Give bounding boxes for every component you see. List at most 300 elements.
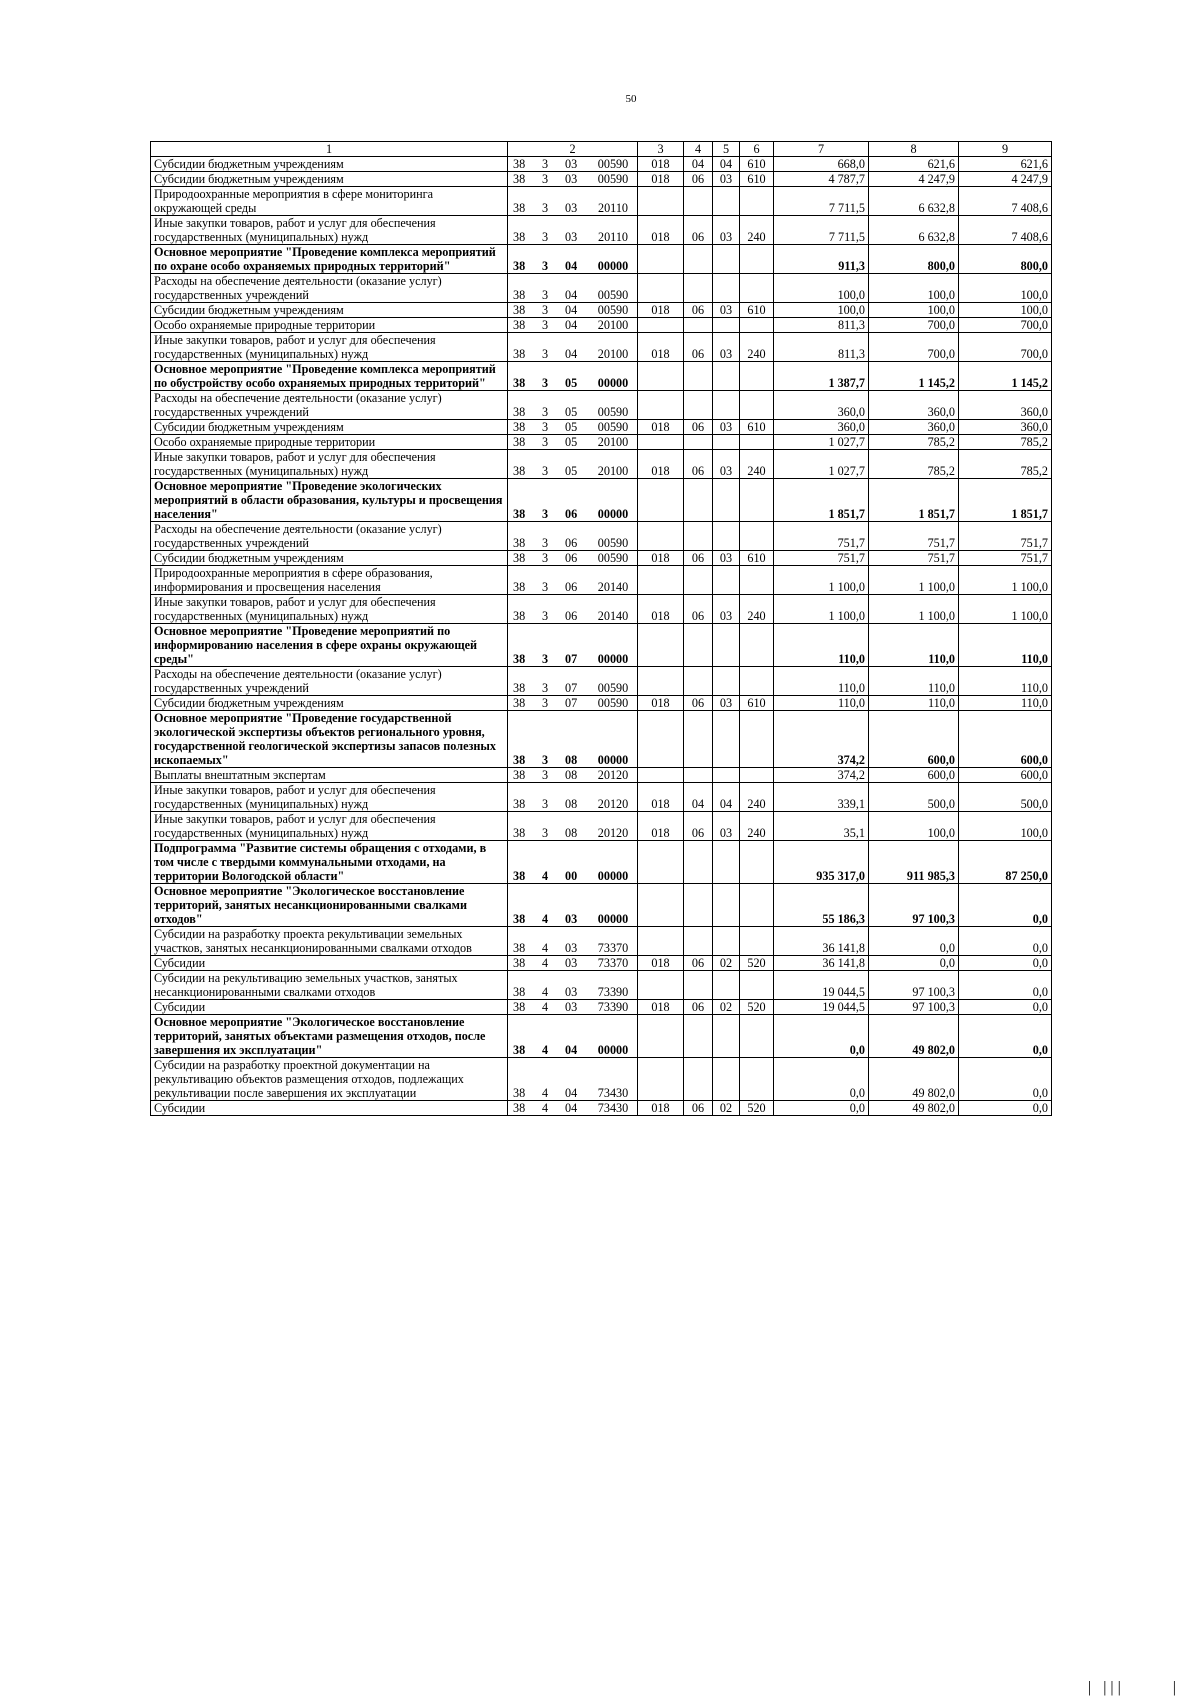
code-part: 38	[513, 551, 526, 565]
row-code	[508, 841, 638, 884]
row-value-9: 700,0	[959, 333, 1052, 362]
column-header: 1	[151, 142, 508, 157]
row-col5: 03	[713, 812, 740, 841]
code-part: 06	[564, 507, 578, 521]
table-row-section	[151, 479, 1052, 522]
code-part: 06	[564, 580, 578, 594]
code-part: 03	[564, 230, 578, 244]
row-col4	[684, 927, 713, 956]
row-value-8: 751,7	[869, 522, 959, 551]
code-part: 38	[513, 507, 526, 521]
row-value-8: 6 632,8	[869, 187, 959, 216]
code-part: 38	[513, 435, 526, 449]
row-col6	[740, 522, 774, 551]
row-col6	[740, 768, 774, 783]
row-col5	[713, 187, 740, 216]
row-col6: 240	[740, 333, 774, 362]
table-row	[151, 812, 1052, 841]
row-value-7: 1 100,0	[774, 595, 869, 624]
table-row-section	[151, 624, 1052, 667]
row-col5: 04	[713, 783, 740, 812]
code-part: 38	[513, 652, 526, 666]
row-col4	[684, 1058, 713, 1101]
row-col3: 018	[638, 157, 684, 172]
row-col3	[638, 624, 684, 667]
row-value-7: 19 044,5	[774, 1000, 869, 1015]
row-value-9: 110,0	[959, 624, 1052, 667]
row-col6	[740, 711, 774, 768]
code-part: 3	[542, 464, 549, 478]
row-value-9: 360,0	[959, 391, 1052, 420]
row-value-8: 1 851,7	[869, 479, 959, 522]
row-value-7: 100,0	[774, 303, 869, 318]
code-part: 38	[513, 609, 526, 623]
row-name: Природоохранные мероприятия в сфере образования, информирования и просвещения населения	[151, 566, 508, 595]
row-col4	[684, 187, 713, 216]
code-part: 38	[513, 826, 526, 840]
code-part: 4	[542, 956, 549, 970]
row-code	[508, 435, 638, 450]
code-part: 03	[564, 941, 578, 955]
code-part: 38	[513, 956, 526, 970]
row-col3	[638, 318, 684, 333]
row-col5	[713, 391, 740, 420]
row-value-9: 87 250,0	[959, 841, 1052, 884]
column-header: 5	[713, 142, 740, 157]
row-name: Субсидии бюджетным учреждениям	[151, 157, 508, 172]
row-value-9: 360,0	[959, 420, 1052, 435]
table-row	[151, 391, 1052, 420]
code-part: 38	[513, 536, 526, 550]
row-name: Основное мероприятие "Проведение экологических мероприятий в области образования, культуры и просвещения населения"	[151, 479, 508, 522]
row-value-8: 1 100,0	[869, 566, 959, 595]
row-col6	[740, 318, 774, 333]
row-col3	[638, 522, 684, 551]
row-value-9: 7 408,6	[959, 187, 1052, 216]
code-part: 03	[564, 985, 578, 999]
row-code	[508, 696, 638, 711]
row-col3	[638, 245, 684, 274]
row-value-8: 1 145,2	[869, 362, 959, 391]
code-part: 04	[564, 1043, 578, 1057]
row-col5	[713, 566, 740, 595]
row-code	[508, 450, 638, 479]
code-part: 00000	[597, 1043, 629, 1057]
row-col5	[713, 1015, 740, 1058]
code-part: 73390	[597, 1000, 629, 1014]
row-value-7: 0,0	[774, 1015, 869, 1058]
row-col4	[684, 711, 713, 768]
code-part: 3	[542, 797, 549, 811]
row-value-7: 1 027,7	[774, 450, 869, 479]
row-col4: 06	[684, 595, 713, 624]
row-col6: 240	[740, 216, 774, 245]
code-part: 20100	[597, 464, 629, 478]
row-col6: 520	[740, 1000, 774, 1015]
row-value-9: 785,2	[959, 450, 1052, 479]
code-part: 4	[542, 1086, 549, 1100]
row-col6: 240	[740, 812, 774, 841]
row-col4: 06	[684, 216, 713, 245]
row-value-7: 1 027,7	[774, 435, 869, 450]
code-part: 06	[564, 551, 578, 565]
code-part: 00590	[597, 405, 629, 419]
table-row	[151, 956, 1052, 971]
code-part: 04	[564, 1101, 578, 1115]
table-row	[151, 303, 1052, 318]
code-part: 4	[542, 941, 549, 955]
row-col3	[638, 971, 684, 1000]
row-col3	[638, 274, 684, 303]
row-col6	[740, 841, 774, 884]
row-value-7: 339,1	[774, 783, 869, 812]
row-value-7: 1 851,7	[774, 479, 869, 522]
row-value-8: 0,0	[869, 927, 959, 956]
row-col5: 02	[713, 1101, 740, 1116]
row-col4	[684, 1015, 713, 1058]
budget-table	[150, 141, 1052, 1116]
code-part: 3	[542, 303, 549, 317]
code-part: 08	[564, 768, 578, 782]
table-row-section	[151, 245, 1052, 274]
code-part: 3	[542, 768, 549, 782]
table-row-section	[151, 841, 1052, 884]
code-part: 3	[542, 753, 549, 767]
table-row	[151, 157, 1052, 172]
row-code	[508, 551, 638, 566]
code-part: 05	[564, 435, 578, 449]
row-value-8: 360,0	[869, 391, 959, 420]
column-header: 4	[684, 142, 713, 157]
row-value-9: 751,7	[959, 522, 1052, 551]
row-code	[508, 667, 638, 696]
table-row	[151, 1101, 1052, 1116]
row-col3: 018	[638, 172, 684, 187]
code-part: 20120	[597, 768, 629, 782]
code-part: 38	[513, 230, 526, 244]
code-part: 38	[513, 869, 526, 883]
row-col5	[713, 971, 740, 1000]
code-part: 00590	[597, 172, 629, 186]
row-value-7: 110,0	[774, 624, 869, 667]
row-value-9: 4 247,9	[959, 172, 1052, 187]
row-name: Природоохранные мероприятия в сфере мониторинга окружающей среды	[151, 187, 508, 216]
row-value-7: 100,0	[774, 274, 869, 303]
row-value-9: 0,0	[959, 884, 1052, 927]
row-value-7: 935 317,0	[774, 841, 869, 884]
code-part: 00590	[597, 551, 629, 565]
row-col3: 018	[638, 333, 684, 362]
code-part: 3	[542, 172, 549, 186]
code-part: 04	[564, 288, 578, 302]
code-part: 05	[564, 420, 578, 434]
row-value-8: 785,2	[869, 435, 959, 450]
row-value-8: 100,0	[869, 303, 959, 318]
row-col3: 018	[638, 696, 684, 711]
row-col4: 06	[684, 812, 713, 841]
code-part: 00590	[597, 288, 629, 302]
row-code	[508, 783, 638, 812]
row-value-7: 1 100,0	[774, 566, 869, 595]
code-part: 08	[564, 826, 578, 840]
row-col4	[684, 841, 713, 884]
row-col3	[638, 667, 684, 696]
table-row	[151, 318, 1052, 333]
row-value-9: 785,2	[959, 435, 1052, 450]
row-value-7: 0,0	[774, 1101, 869, 1116]
row-col4	[684, 362, 713, 391]
code-part: 20140	[597, 580, 629, 594]
row-value-9: 0,0	[959, 1015, 1052, 1058]
row-value-7: 110,0	[774, 696, 869, 711]
row-value-7: 811,3	[774, 333, 869, 362]
row-col4: 06	[684, 420, 713, 435]
row-col6: 520	[740, 1101, 774, 1116]
row-code	[508, 522, 638, 551]
row-col3: 018	[638, 595, 684, 624]
row-value-9: 7 408,6	[959, 216, 1052, 245]
code-part: 00590	[597, 536, 629, 550]
row-col4	[684, 566, 713, 595]
row-col6	[740, 1015, 774, 1058]
code-part: 3	[542, 201, 549, 215]
row-code	[508, 303, 638, 318]
table-row-section	[151, 884, 1052, 927]
row-col6	[740, 245, 774, 274]
row-value-9: 100,0	[959, 274, 1052, 303]
code-part: 20100	[597, 318, 629, 332]
row-value-9: 0,0	[959, 971, 1052, 1000]
row-col4	[684, 318, 713, 333]
row-code	[508, 318, 638, 333]
code-part: 20110	[597, 230, 629, 244]
row-col4: 06	[684, 172, 713, 187]
row-col6: 520	[740, 956, 774, 971]
row-name: Особо охраняемые природные территории	[151, 435, 508, 450]
row-value-9: 600,0	[959, 711, 1052, 768]
row-value-7: 374,2	[774, 768, 869, 783]
column-header: 8	[869, 142, 959, 157]
table-row	[151, 216, 1052, 245]
row-col5	[713, 245, 740, 274]
row-col3: 018	[638, 1000, 684, 1015]
row-name: Иные закупки товаров, работ и услуг для обеспечения государственных (муниципальных) нужд	[151, 783, 508, 812]
code-part: 00000	[597, 652, 629, 666]
row-col5: 03	[713, 216, 740, 245]
code-part: 38	[513, 797, 526, 811]
row-value-8: 97 100,3	[869, 971, 959, 1000]
row-col6	[740, 391, 774, 420]
code-part: 03	[564, 912, 578, 926]
code-part: 3	[542, 681, 549, 695]
row-code	[508, 172, 638, 187]
row-col5: 03	[713, 172, 740, 187]
row-value-8: 49 802,0	[869, 1015, 959, 1058]
row-value-8: 110,0	[869, 667, 959, 696]
code-part: 4	[542, 985, 549, 999]
row-col6	[740, 479, 774, 522]
row-name: Субсидии	[151, 956, 508, 971]
code-part: 20140	[597, 609, 629, 623]
row-value-8: 6 632,8	[869, 216, 959, 245]
code-part: 05	[564, 464, 578, 478]
row-value-8: 600,0	[869, 711, 959, 768]
row-value-9: 0,0	[959, 1000, 1052, 1015]
row-code	[508, 420, 638, 435]
code-part: 38	[513, 1043, 526, 1057]
row-name: Основное мероприятие "Проведение государственной экологической экспертизы объектов регионального уровня, государственной геологической экспертизы запасов полезных ископаемых"	[151, 711, 508, 768]
row-name: Иные закупки товаров, работ и услуг для обеспечения государственных (муниципальных) нужд	[151, 812, 508, 841]
row-col3	[638, 711, 684, 768]
row-col6: 610	[740, 303, 774, 318]
row-code	[508, 1000, 638, 1015]
row-name: Расходы на обеспечение деятельности (оказание услуг) государственных учреждений	[151, 274, 508, 303]
code-part: 38	[513, 405, 526, 419]
row-name: Выплаты внештатным экспертам	[151, 768, 508, 783]
code-part: 20100	[597, 347, 629, 361]
row-value-8: 800,0	[869, 245, 959, 274]
table-row	[151, 971, 1052, 1000]
row-col4: 06	[684, 450, 713, 479]
row-col3	[638, 1015, 684, 1058]
row-value-7: 36 141,8	[774, 927, 869, 956]
column-header: 2	[508, 142, 638, 157]
code-part: 03	[564, 157, 578, 171]
row-value-9: 0,0	[959, 1101, 1052, 1116]
code-part: 00000	[597, 259, 629, 273]
table-row-section	[151, 362, 1052, 391]
row-value-8: 1 100,0	[869, 595, 959, 624]
code-part: 4	[542, 1000, 549, 1014]
row-value-7: 360,0	[774, 420, 869, 435]
row-col6	[740, 362, 774, 391]
row-code	[508, 812, 638, 841]
row-col6	[740, 1058, 774, 1101]
row-code	[508, 362, 638, 391]
row-value-9: 1 145,2	[959, 362, 1052, 391]
code-part: 08	[564, 797, 578, 811]
code-part: 38	[513, 580, 526, 594]
row-name: Иные закупки товаров, работ и услуг для обеспечения государственных (муниципальных) нужд	[151, 333, 508, 362]
code-part: 38	[513, 1086, 526, 1100]
row-value-8: 500,0	[869, 783, 959, 812]
code-part: 3	[542, 696, 549, 710]
column-header: 6	[740, 142, 774, 157]
table-row	[151, 274, 1052, 303]
row-col3: 018	[638, 812, 684, 841]
row-col6	[740, 971, 774, 1000]
table-row	[151, 1058, 1052, 1101]
code-part: 3	[542, 507, 549, 521]
row-col6	[740, 667, 774, 696]
row-col5: 03	[713, 303, 740, 318]
code-part: 4	[542, 1101, 549, 1115]
row-col6: 240	[740, 783, 774, 812]
code-part: 20120	[597, 826, 629, 840]
row-name: Иные закупки товаров, работ и услуг для обеспечения государственных (муниципальных) нужд	[151, 595, 508, 624]
code-part: 00000	[597, 376, 629, 390]
row-col5	[713, 841, 740, 884]
row-value-7: 751,7	[774, 551, 869, 566]
code-part: 00590	[597, 681, 629, 695]
code-part: 3	[542, 420, 549, 434]
row-col3	[638, 479, 684, 522]
row-value-9: 100,0	[959, 303, 1052, 318]
row-col4: 06	[684, 551, 713, 566]
code-part: 38	[513, 157, 526, 171]
code-part: 4	[542, 869, 549, 883]
row-name: Иные закупки товаров, работ и услуг для обеспечения государственных (муниципальных) нужд	[151, 216, 508, 245]
row-col4: 04	[684, 157, 713, 172]
row-col3	[638, 1058, 684, 1101]
row-col3: 018	[638, 783, 684, 812]
row-value-8: 49 802,0	[869, 1058, 959, 1101]
row-col5: 03	[713, 696, 740, 711]
row-col3: 018	[638, 551, 684, 566]
table-row	[151, 333, 1052, 362]
code-part: 07	[564, 652, 578, 666]
table-row	[151, 595, 1052, 624]
code-part: 3	[542, 580, 549, 594]
row-col5: 02	[713, 956, 740, 971]
code-part: 38	[513, 347, 526, 361]
code-part: 73390	[597, 985, 629, 999]
code-part: 38	[513, 464, 526, 478]
code-part: 04	[564, 1086, 578, 1100]
row-value-8: 110,0	[869, 624, 959, 667]
table-row	[151, 783, 1052, 812]
code-part: 3	[542, 347, 549, 361]
code-part: 03	[564, 956, 578, 970]
row-code	[508, 566, 638, 595]
column-header: 7	[774, 142, 869, 157]
code-part: 4	[542, 912, 549, 926]
code-part: 00590	[597, 696, 629, 710]
row-col5	[713, 1058, 740, 1101]
table-row	[151, 172, 1052, 187]
row-name: Субсидии бюджетным учреждениям	[151, 696, 508, 711]
row-col6: 610	[740, 420, 774, 435]
code-part: 3	[542, 551, 549, 565]
row-value-9: 700,0	[959, 318, 1052, 333]
row-value-9: 1 851,7	[959, 479, 1052, 522]
table-row	[151, 450, 1052, 479]
row-value-9: 0,0	[959, 927, 1052, 956]
row-value-8: 785,2	[869, 450, 959, 479]
scan-marks: | ||| |	[1087, 1679, 1180, 1696]
code-part: 07	[564, 696, 578, 710]
row-col3	[638, 391, 684, 420]
code-part: 38	[513, 303, 526, 317]
row-col4: 06	[684, 333, 713, 362]
row-col5	[713, 884, 740, 927]
row-code	[508, 956, 638, 971]
code-part: 08	[564, 753, 578, 767]
row-col3: 018	[638, 420, 684, 435]
row-code	[508, 157, 638, 172]
row-col3: 018	[638, 1101, 684, 1116]
row-name: Субсидии на рекультивацию земельных участков, занятых несанкционированными свалками отходов	[151, 971, 508, 1000]
code-part: 04	[564, 318, 578, 332]
row-col6	[740, 927, 774, 956]
row-col3	[638, 927, 684, 956]
table-row	[151, 696, 1052, 711]
row-col4	[684, 971, 713, 1000]
row-value-8: 911 985,3	[869, 841, 959, 884]
row-code	[508, 884, 638, 927]
code-part: 06	[564, 536, 578, 550]
table-row	[151, 551, 1052, 566]
